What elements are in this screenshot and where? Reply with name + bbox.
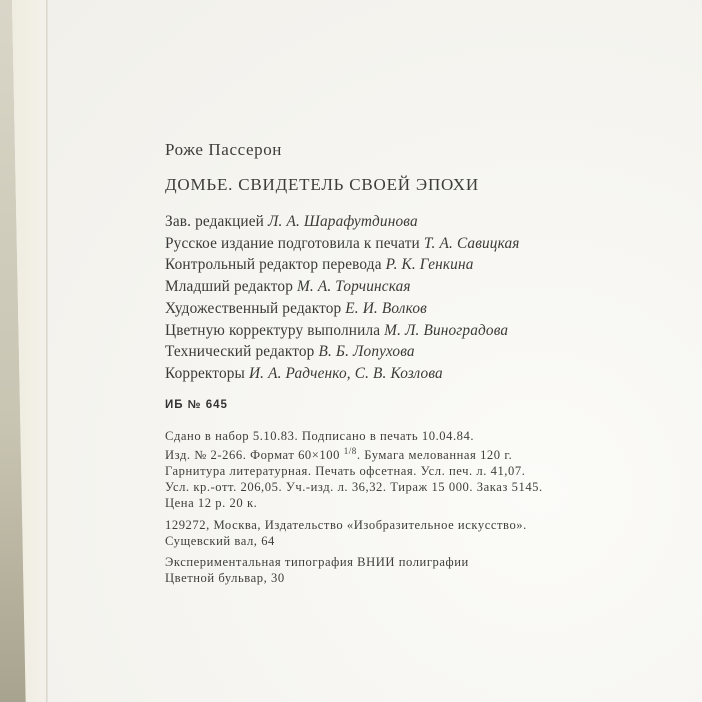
credit-role: Корректоры [165,364,245,382]
author-name: Роже Пассерон [165,140,282,159]
production-line: Гарнитура литературная. Печать офсетная. Усл. печ. л. 41,07. [165,464,526,479]
publisher-line: Сущевский вал, 64 [165,533,275,548]
credit-name: Е. И. Волков [345,299,427,317]
production-details [165,429,625,512]
book-title: ДОМЬЕ. СВИДЕТЕЛЬ СВОЕЙ ЭПОХИ [165,175,479,194]
publisher-line: 129272, Москва, Издательство «Изобразительное искусство». [165,517,527,532]
credit-line [165,320,625,342]
format-text: Изд. № 2-266. Формат 60×100 [165,448,344,463]
printer-address [165,555,625,587]
colophon [165,140,625,593]
credits-list [165,211,625,385]
publisher-address [165,518,625,550]
credit-name: М. Л. Виноградова [384,321,509,339]
credit-line [165,211,625,233]
credit-line [165,233,625,255]
credit-name: И. А. Радченко, С. В. Козлова [248,364,443,382]
credit-role: Русское издание подготовила к печати [165,234,420,252]
production-line: Сдано в набор 5.10.83. Подписано в печать 10.04.84. [165,428,475,443]
credit-role: Технический редактор [165,343,315,361]
credit-name: В. Б. Лопухова [318,343,415,361]
ib-number: ИБ № 645 [165,398,228,411]
credit-name: Р. К. Генкина [385,256,474,274]
credit-role: Художественный редактор [165,299,342,317]
credit-role: Цветную корректуру выполнила [165,321,381,339]
credit-name: Т. А. Савицкая [423,234,520,252]
paper-text: . Бумага мелованная 120 г. [356,448,513,463]
credit-role: Контрольный редактор перевода [165,256,382,274]
printer-line: Цветной бульвар, 30 [165,571,285,586]
credit-name: М. А. Торчинская [297,278,411,296]
credit-role: Зав. редакцией [165,213,265,230]
credit-line [165,341,625,363]
credit-line [165,276,625,298]
credit-role: Младший редактор [165,278,294,296]
credit-line [165,298,625,320]
printer-line: Экспериментальная типография ВНИИ полиграфии [165,555,469,570]
credit-line [165,363,625,385]
price-line: Цена 12 р. 20 к. [165,496,258,510]
format-fraction: 1/8 [343,446,357,457]
production-line [165,444,625,464]
credit-line [165,254,625,276]
credit-name: Л. А. Шарафутдинова [268,213,418,230]
production-line: Усл. кр.-отт. 206,05. Уч.-изд. л. 36,32. Тираж 15 000. Заказ 5145. [165,480,543,495]
imprint [165,429,625,587]
